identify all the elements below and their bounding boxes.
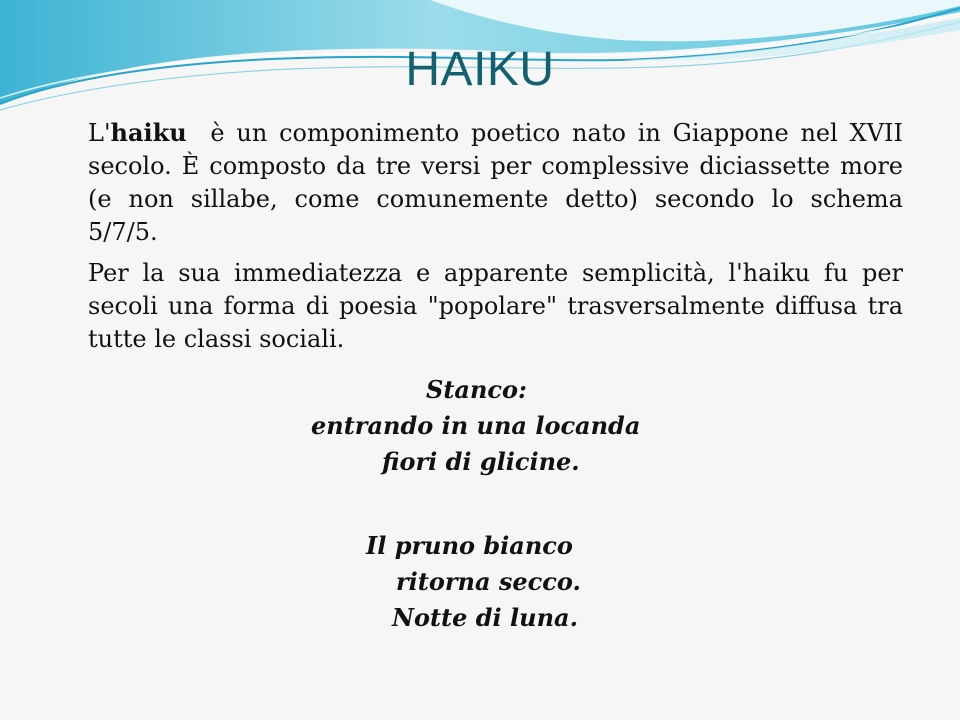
paragraph-history: Per la sua immediatezza e apparente semplicità, l'haiku fu per secoli una forma di poesia "popolare" trasversalmente diffusa tra tutte le classi sociali. (88, 259, 903, 353)
haiku-1-line-3: fiori di glicine. (382, 447, 580, 476)
haiku-1-line-1: Stanco: (426, 375, 527, 404)
paragraph-prefix: L' (88, 119, 111, 147)
haiku-2-line-3: Notte di luna. (392, 603, 578, 632)
bold-term: haiku (110, 118, 187, 147)
haiku-2-line-1: Il pruno bianco (366, 531, 573, 560)
paragraph-intro (88, 116, 919, 249)
slide-body (88, 116, 919, 356)
haiku-1-line-2: entrando in una locanda (311, 411, 641, 440)
slide-title: HAIKU (405, 43, 555, 96)
haiku-2-line-2: ritorna secco. (396, 567, 581, 596)
paragraph-rest: è un componimento poetico nato in Giappone nel XVII secolo. È composto da tre versi per complessive diciassette more (e non sillabe, come comunemente detto) secondo lo schema 5/7/5. (88, 119, 919, 246)
